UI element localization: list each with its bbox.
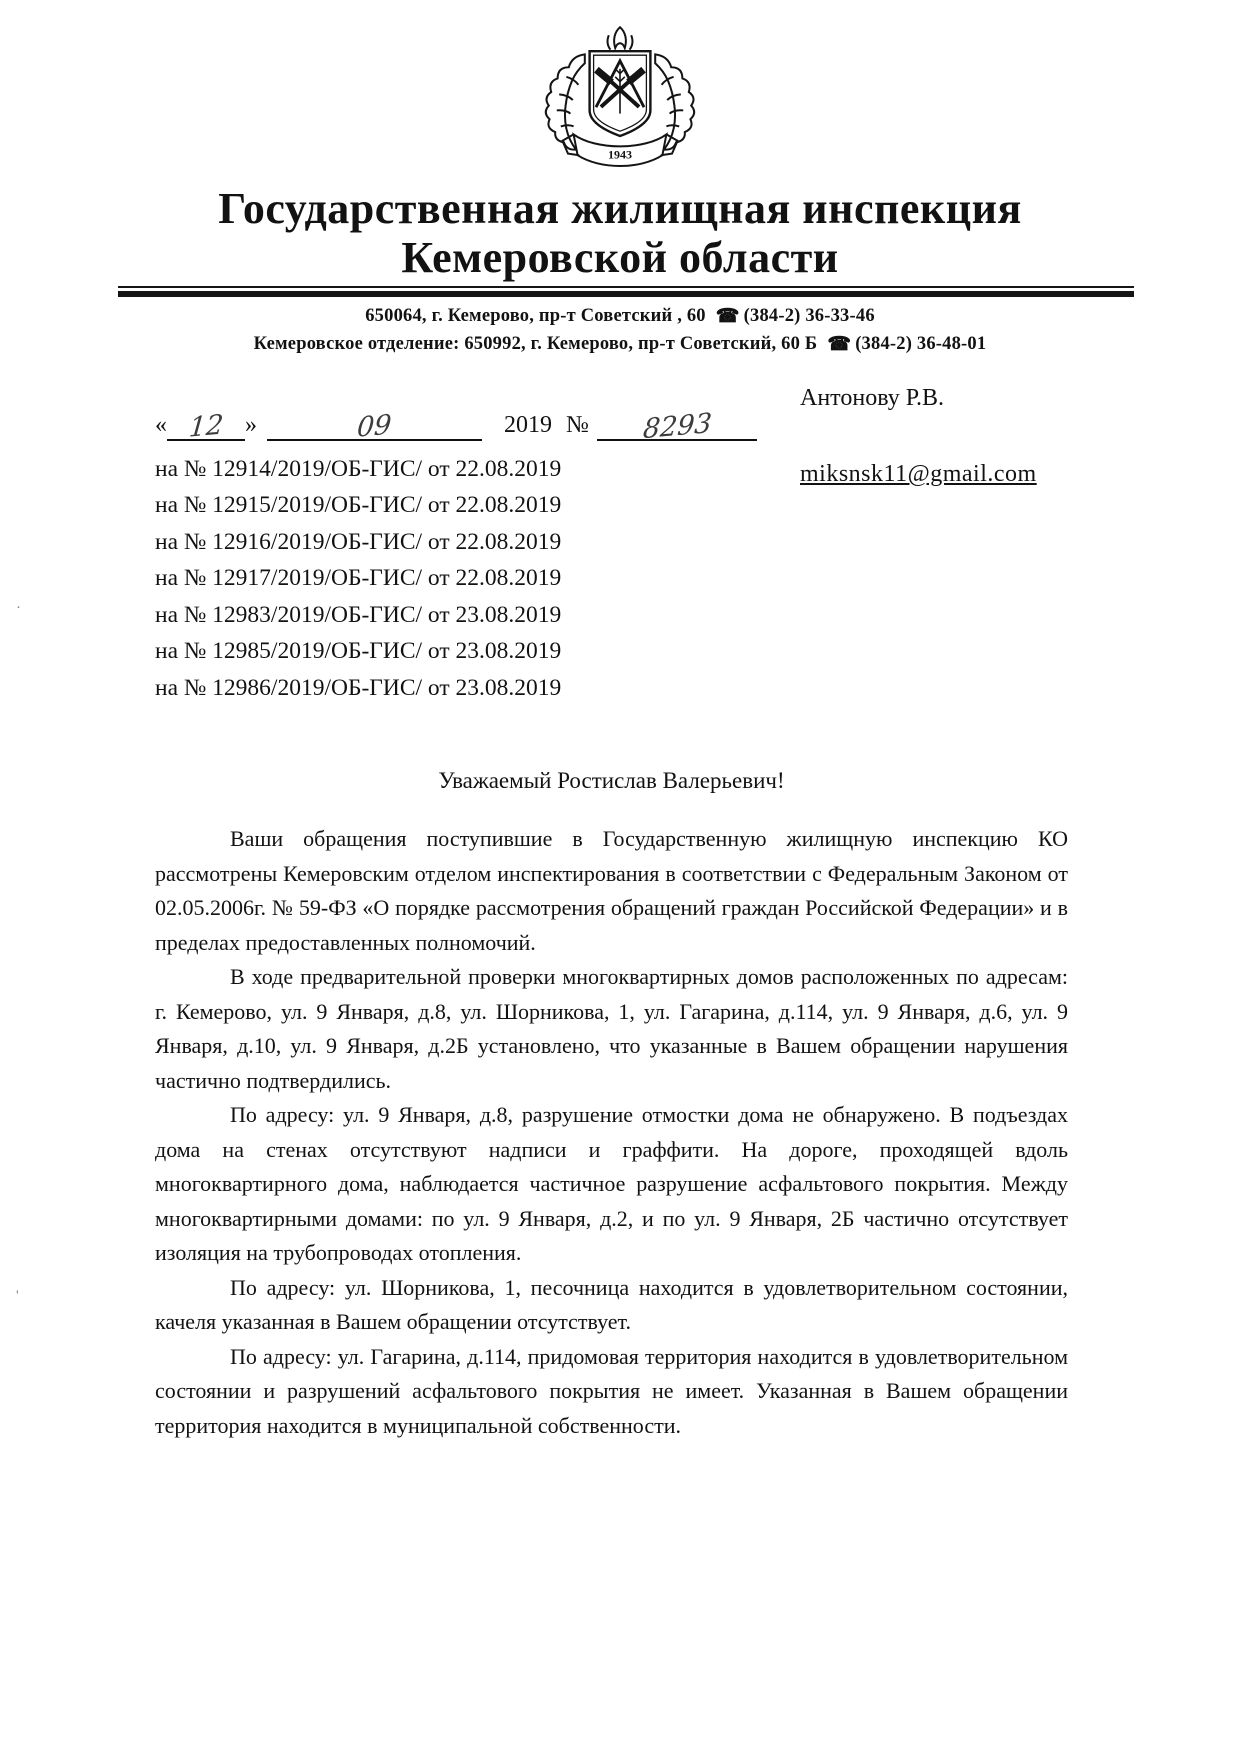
reference-line: на № 12916/2019/ОБ-ГИС/ от 22.08.2019 (155, 528, 562, 555)
org-title-line1: Государственная жилищная инспекция (218, 184, 1022, 233)
crown-ornament (608, 27, 633, 49)
reference-line: на № 12917/2019/ОБ-ГИС/ от 22.08.2019 (155, 565, 562, 592)
kemerovo-coat-of-arms (525, 24, 715, 176)
scan-artifact: · (16, 600, 21, 616)
org-address-block (0, 302, 1240, 358)
body-paragraph: В ходе предварительной проверки многоквартирных домов расположенных по адресам: г. Кемерово, ул. 9 Января, д.8, ул. Шорникова, 1, ул. Гагарина, д.114, ул. 9 Января, д.6, ул. 9 Января, д.10, ул. 9 Января, д.2Б установлено, что указанные в Вашем обращении нарушения частично подтвердились. (155, 964, 1068, 1093)
month-blank (267, 408, 482, 444)
handwritten-day: 12 (187, 408, 225, 444)
emblem-year: 1943 (608, 147, 632, 162)
org-title (0, 184, 1240, 283)
address1-text: 650064, г. Кемерово, пр-т Советский , 60 (365, 305, 706, 326)
oak-wreath-left (546, 54, 585, 149)
number-label: № (566, 411, 589, 438)
reference-line: на № 12915/2019/ОБ-ГИС/ от 22.08.2019 (155, 492, 562, 519)
body-paragraph: По адресу: ул. 9 Января, д.8, разрушение отмостки дома не обнаружено. В подъездах дома на стенах отсутствуют надписи и граффити. На дороге, проходящей вдоль многоквартирного дома, наблюдается частичное разрушение асфальтового покрытия. Между многоквартирными домами: по ул. 9 Января, д.2, и по ул. 9 Января, 2Б частично отсутствует изоляция на трубопроводах отопления. (155, 1102, 1068, 1266)
open-quote: « (155, 411, 167, 438)
org-address-line1 (0, 302, 1240, 330)
phone-icon: ☎ (715, 305, 740, 327)
divider-thick-line (118, 291, 1134, 297)
reference-line: на № 12914/2019/ОБ-ГИС/ от 22.08.2019 (155, 455, 562, 482)
year: 2019 (504, 411, 552, 438)
recipient-name: Антонову Р.В. (800, 385, 945, 411)
shield (590, 51, 651, 136)
reference-line: на № 12986/2019/ОБ-ГИС/ от 23.08.2019 (155, 674, 562, 701)
date-line (155, 407, 1240, 445)
phone-icon: ☎ (827, 333, 852, 355)
letterhead-divider (118, 286, 1134, 297)
scan-artifact: ' (16, 1288, 19, 1304)
oak-wreath-right (655, 54, 694, 149)
org-address-line2 (0, 330, 1240, 358)
phone1-number: (384-2) 36-33-46 (743, 305, 875, 326)
salutation: Уважаемый Ростислав Валерьевич! (438, 768, 785, 794)
close-quote: » (245, 411, 257, 438)
number-blank (597, 407, 757, 445)
handwritten-number: 8293 (641, 407, 713, 445)
body-paragraph: По адресу: ул. Гагарина, д.114, придомовая территория находится в удовлетворительном состоянии и разрушений асфальтового покрытия не имеет. Указанная в Вашем обращении территория находится в муниципальной собственности. (155, 1343, 1068, 1438)
recipient-email: miksnsk11@gmail.com (800, 461, 1037, 487)
org-title-line2: Кемеровской области (401, 233, 839, 283)
handwritten-month: 09 (356, 408, 393, 444)
reference-line: на № 12985/2019/ОБ-ГИС/ от 23.08.2019 (155, 638, 562, 665)
divider-thin-line (118, 286, 1134, 288)
body-paragraph: По адресу: ул. Шорникова, 1, песочница находится в удовлетворительном состоянии, качеля указанная в Вашем обращении отсутствует. (155, 1274, 1068, 1335)
recipient-block (800, 383, 1037, 489)
body-paragraph: Ваши обращения поступившие в Государственную жилищную инспекцию КО рассмотрены Кемеровским отделом инспектирования в соответствии с Федеральным Законом от 02.05.2006г. № 59-ФЗ «О порядке рассмотрения обращений граждан Российской Федерации» и в пределах предоставленных полномочий. (155, 826, 1068, 955)
day-blank (167, 408, 245, 444)
reference-list (155, 451, 1240, 707)
reference-line: на № 12983/2019/ОБ-ГИС/ от 23.08.2019 (155, 601, 562, 628)
letter-body (155, 822, 1068, 1443)
address2-text: Кемеровское отделение: 650992, г. Кемерово, пр-т Советский, 60 Б (253, 333, 818, 354)
phone2-number: (384-2) 36-48-01 (855, 333, 987, 354)
